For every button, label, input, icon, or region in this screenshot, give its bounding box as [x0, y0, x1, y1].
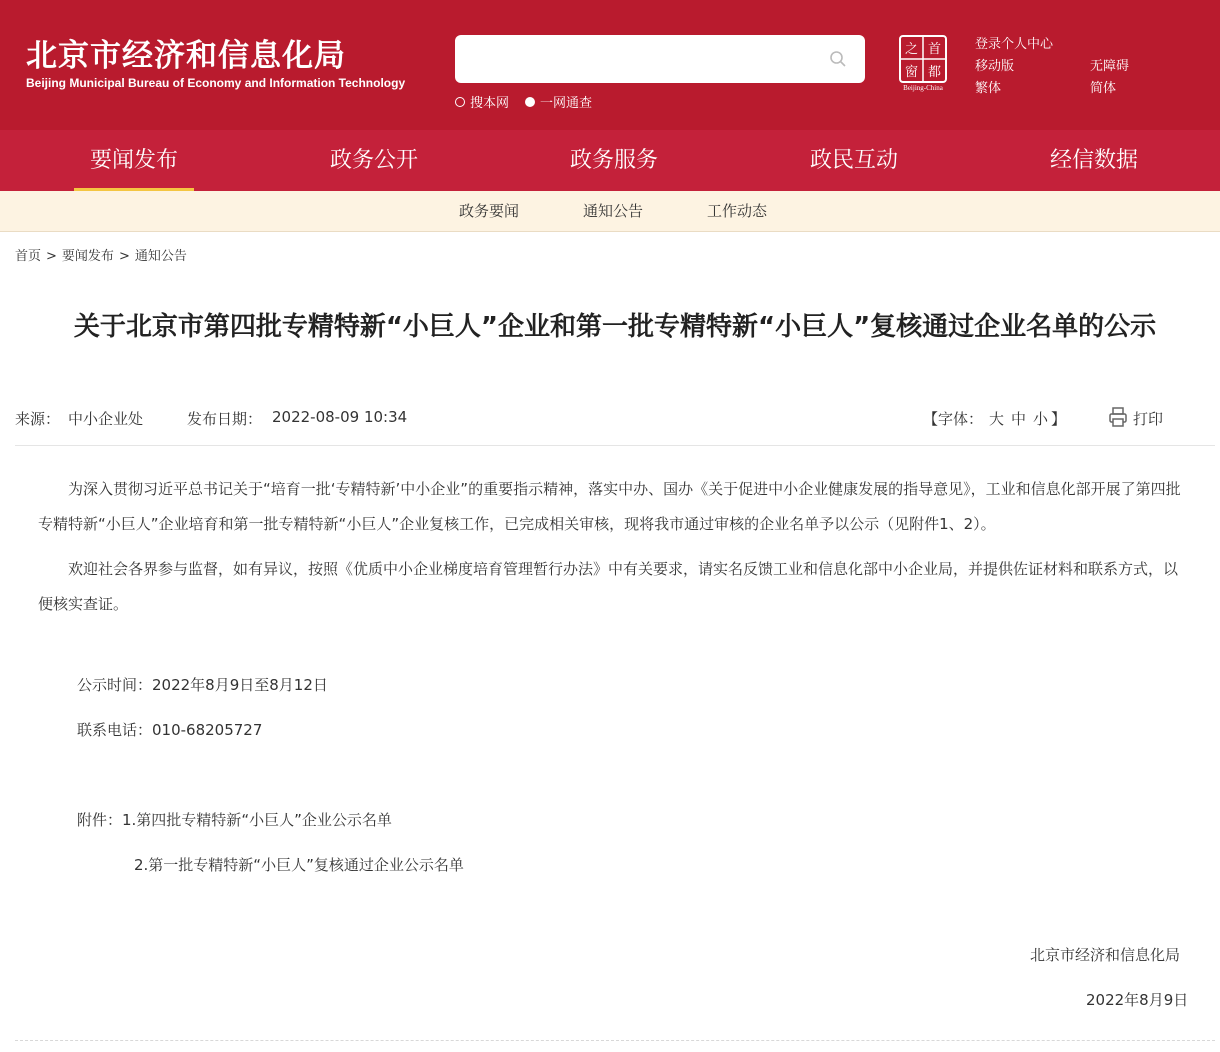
breadcrumb — [15, 245, 187, 264]
nav-public-interaction[interactable]: 政民互动 — [809, 148, 898, 173]
article-body — [38, 472, 1188, 632]
simplified-chinese-link[interactable]: 简体 — [1090, 81, 1117, 96]
font-size-small-button[interactable]: 小 — [1033, 410, 1049, 428]
contact-phone: 联系电话：010-68205727 — [77, 721, 263, 739]
printer-icon[interactable] — [1108, 406, 1128, 428]
article-paragraph: 为深入贯彻习近平总书记关于“培育一批‘专精特新’中小企业”的重要指示精神，落实中办、国办《关于促进中小企业健康发展的指导意见》，工业和信息化部开展了第四批专精特新“小巨人”企业培育和第一批专精特新“小巨人”企业复核工作，已完成相关审核，现将我市通过审核的企业名单予以公示（见附件1、2）。 — [38, 480, 1181, 533]
nav-news-release[interactable]: 要闻发布 — [14, 130, 254, 191]
date-value: 2022-08-09 10:34 — [272, 408, 408, 426]
font-size-close-bracket: 】 — [1051, 410, 1067, 428]
subnav-notices[interactable]: 通知公告 — [583, 202, 644, 220]
capital-logo-char: 窗 — [904, 65, 919, 80]
nav-government-services[interactable]: 政务服务 — [569, 148, 658, 173]
search-scope-options — [455, 92, 608, 111]
capital-logo-char: 首 — [927, 42, 942, 57]
breadcrumb-separator: > — [118, 249, 130, 264]
site-header — [0, 0, 1220, 130]
radio-label-all-search[interactable]: 一网通查 — [540, 96, 593, 111]
font-size-label: 【字体： — [923, 410, 984, 428]
search-input[interactable] — [455, 35, 865, 83]
breadcrumb-notices[interactable]: 通知公告 — [134, 249, 187, 264]
print-button[interactable]: 打印 — [1133, 410, 1164, 428]
radio-site-search[interactable] — [455, 97, 465, 107]
search-icon[interactable] — [829, 50, 847, 68]
breadcrumb-news[interactable]: 要闻发布 — [61, 249, 114, 264]
article-paragraph: 欢迎社会各界参与监督，如有异议，按照《优质中小企业梯度培育管理暂行办法》中有关要求，请实名反馈工业和信息化部中小企业局，并提供佐证材料和联系方式，以便核实查证。 — [38, 560, 1179, 613]
article-title: 关于北京市第四批专精特新“小巨人”企业和第一批专精特新“小巨人”复核通过企业名单的公示 — [73, 312, 1157, 342]
site-title-cn[interactable]: 北京市经济和信息化局 — [26, 38, 346, 74]
login-link[interactable]: 登录个人中心 — [975, 37, 1054, 52]
announcement-period: 公示时间：2022年8月9日至8月12日 — [77, 676, 328, 694]
capital-window-logo[interactable] — [897, 34, 949, 92]
breadcrumb-separator: > — [46, 249, 57, 264]
traditional-chinese-link[interactable]: 繁体 — [975, 81, 1002, 96]
radio-label-site-search[interactable]: 搜本网 — [470, 96, 510, 111]
main-nav — [0, 130, 1220, 191]
attachment-link-2[interactable]: 2.第一批专精特新“小巨人”复核通过企业公示名单 — [134, 856, 464, 874]
breadcrumb-home[interactable]: 首页 — [15, 249, 42, 264]
radio-all-search[interactable] — [525, 97, 535, 107]
date-label: 发布日期： — [187, 410, 263, 428]
source-label: 来源： — [15, 410, 61, 428]
signature: 北京市经济和信息化局 — [1030, 946, 1181, 964]
font-size-large-button[interactable]: 大 — [989, 410, 1005, 428]
mobile-link[interactable]: 移动版 — [975, 59, 1015, 74]
sub-nav — [0, 191, 1220, 232]
font-size-medium-button[interactable]: 中 — [1011, 410, 1027, 428]
nav-government-affairs[interactable]: 政务公开 — [329, 148, 418, 173]
site-title-en: Beijing Municipal Bureau of Economy and Information Technology — [26, 76, 406, 90]
subnav-work-updates[interactable]: 工作动态 — [707, 202, 768, 220]
signature-date: 2022年8月9日 — [1086, 991, 1189, 1009]
attachment-link-1[interactable]: 附件：1.第四批专精特新“小巨人”企业公示名单 — [77, 811, 392, 829]
accessibility-link[interactable]: 无障碍 — [1090, 59, 1130, 74]
subnav-government-news[interactable]: 政务要闻 — [459, 202, 520, 220]
article-meta — [15, 406, 1215, 446]
source-value: 中小企业处 — [68, 410, 144, 428]
capital-logo-caption: Beijing-China — [903, 84, 943, 92]
capital-logo-char: 之 — [904, 42, 919, 57]
capital-logo-char: 都 — [927, 65, 942, 80]
divider — [15, 1040, 1215, 1041]
nav-data[interactable]: 经信数据 — [1049, 148, 1138, 173]
